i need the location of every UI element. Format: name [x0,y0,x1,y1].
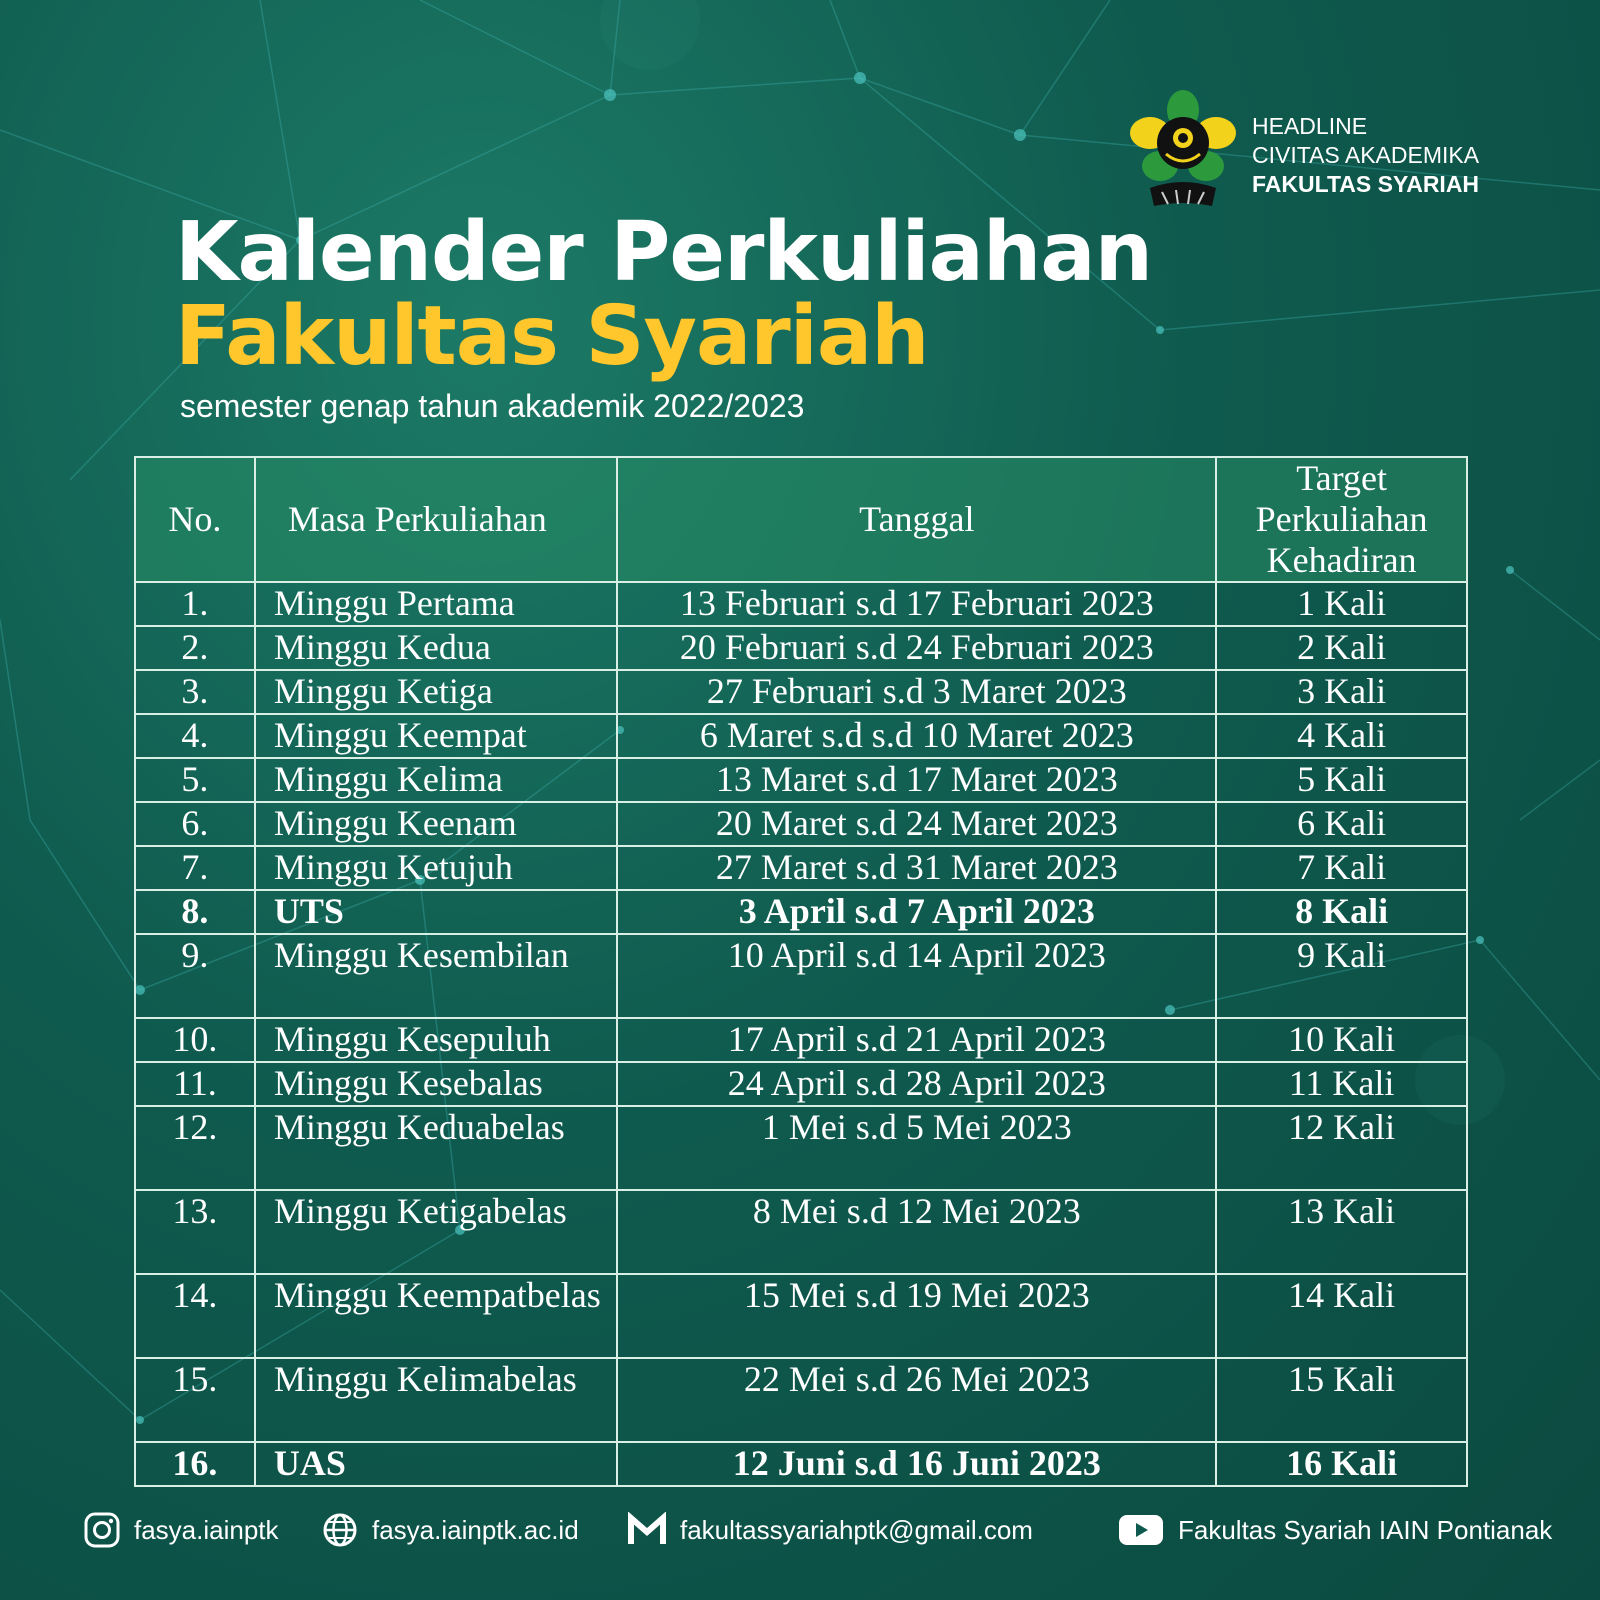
cell-tanggal: 24 April s.d 28 April 2023 [617,1062,1216,1106]
footer-instagram-text[interactable]: fasya.iainptk [134,1515,279,1545]
table-row [135,758,1467,802]
cell-target: 2 Kali [1216,626,1467,670]
table-row [135,1062,1467,1106]
table-row [135,846,1467,890]
cell-masa: Minggu Keempatbelas [255,1274,618,1358]
cell-masa: Minggu Keduabelas [255,1106,618,1190]
cell-tanggal: 17 April s.d 21 April 2023 [617,1018,1216,1062]
cell-tanggal: 15 Mei s.d 19 Mei 2023 [617,1274,1216,1358]
table-row [135,626,1467,670]
cell-target: 10 Kali [1216,1018,1467,1062]
cell-tanggal: 22 Mei s.d 26 Mei 2023 [617,1358,1216,1442]
cell-masa: Minggu Ketigabelas [255,1190,618,1274]
headline-line1: HEADLINE [1252,113,1368,139]
cell-masa: Minggu Kesebalas [255,1062,618,1106]
cell-target: 6 Kali [1216,802,1467,846]
instagram-icon [84,1512,120,1548]
cell-tanggal: 13 Maret s.d 17 Maret 2023 [617,758,1216,802]
cell-masa: Minggu Pertama [255,582,618,626]
header-no: No. [135,457,255,582]
iain-pontianak-logo [1128,88,1238,213]
gmail-icon [628,1512,666,1548]
headline-block [1128,88,1568,218]
table-row [135,582,1467,626]
cell-masa: Minggu Keenam [255,802,618,846]
cell-target: 13 Kali [1216,1190,1467,1274]
cell-no: 14. [135,1274,255,1358]
cell-tanggal: 13 Februari s.d 17 Februari 2023 [617,582,1216,626]
cell-target: 16 Kali [1216,1442,1467,1486]
cell-no: 6. [135,802,255,846]
cell-tanggal: 3 April s.d 7 April 2023 [617,890,1216,934]
table-row [135,1190,1467,1274]
cell-no: 13. [135,1190,255,1274]
cell-tanggal: 20 Maret s.d 24 Maret 2023 [617,802,1216,846]
header-target [1216,457,1467,582]
cell-no: 7. [135,846,255,890]
cell-tanggal: 8 Mei s.d 12 Mei 2023 [617,1190,1216,1274]
headline-line3: FAKULTAS SYARIAH [1252,171,1480,197]
calendar-table [134,456,1468,1487]
cell-target: 5 Kali [1216,758,1467,802]
footer-website-text[interactable]: fasya.iainptk.ac.id [372,1515,579,1545]
cell-masa: UAS [255,1442,618,1486]
cell-masa: Minggu Ketujuh [255,846,618,890]
table-row [135,890,1467,934]
table-row [135,714,1467,758]
cell-masa: Minggu Kelima [255,758,618,802]
cell-no: 4. [135,714,255,758]
cell-no: 5. [135,758,255,802]
table-row [135,934,1467,1018]
cell-target: 8 Kali [1216,890,1467,934]
header-masa: Masa Perkuliahan [255,457,618,582]
cell-no: 1. [135,582,255,626]
cell-no: 2. [135,626,255,670]
header-target-line1: Target [1296,458,1387,498]
cell-no: 15. [135,1358,255,1442]
globe-icon [322,1512,358,1548]
cell-tanggal: 6 Maret s.d s.d 10 Maret 2023 [617,714,1216,758]
cell-target: 1 Kali [1216,582,1467,626]
cell-target: 11 Kali [1216,1062,1467,1106]
cell-masa: Minggu Ketiga [255,670,618,714]
cell-tanggal: 1 Mei s.d 5 Mei 2023 [617,1106,1216,1190]
table-body [135,582,1467,1486]
cell-masa: Minggu Kelimabelas [255,1358,618,1442]
headline-line2: CIVITAS AKADEMIKA [1252,142,1480,168]
cell-masa: Minggu Kesembilan [255,934,618,1018]
cell-no: 3. [135,670,255,714]
cell-no: 10. [135,1018,255,1062]
cell-target: 7 Kali [1216,846,1467,890]
cell-no: 12. [135,1106,255,1190]
page-title-faculty: Fakultas Syariah [175,289,929,384]
cell-masa: Minggu Keempat [255,714,618,758]
cell-target: 12 Kali [1216,1106,1467,1190]
page-subtitle: semester genap tahun akademik 2022/2023 [180,388,805,424]
header-target-line3: Kehadiran [1266,540,1417,580]
cell-tanggal: 10 April s.d 14 April 2023 [617,934,1216,1018]
table-row [135,1442,1467,1486]
cell-target: 3 Kali [1216,670,1467,714]
table-row [135,802,1467,846]
cell-target: 9 Kali [1216,934,1467,1018]
cell-target: 4 Kali [1216,714,1467,758]
cell-target: 14 Kali [1216,1274,1467,1358]
cell-no: 11. [135,1062,255,1106]
table-row [135,1358,1467,1442]
cell-tanggal: 12 Juni s.d 16 Juni 2023 [617,1442,1216,1486]
cell-masa: Minggu Kedua [255,626,618,670]
table-row [135,1106,1467,1190]
cell-tanggal: 20 Februari s.d 24 Februari 2023 [617,626,1216,670]
footer-youtube-text[interactable]: Fakultas Syariah IAIN Pontianak [1178,1515,1553,1545]
cell-masa: UTS [255,890,618,934]
page-title: Kalender Perkuliahan [175,205,1152,300]
table-header-row [135,457,1467,582]
cell-no: 16. [135,1442,255,1486]
header-target-line2: Perkuliahan [1255,499,1428,539]
table-row [135,1018,1467,1062]
table-row [135,670,1467,714]
footer-email-text[interactable]: fakultassyariahptk@gmail.com [680,1515,1033,1545]
table-row [135,1274,1467,1358]
cell-tanggal: 27 Februari s.d 3 Maret 2023 [617,670,1216,714]
cell-target: 15 Kali [1216,1358,1467,1442]
cell-masa: Minggu Kesepuluh [255,1018,618,1062]
youtube-icon [1118,1512,1164,1548]
cell-no: 9. [135,934,255,1018]
header-tanggal: Tanggal [617,457,1216,582]
cell-no: 8. [135,890,255,934]
cell-tanggal: 27 Maret s.d 31 Maret 2023 [617,846,1216,890]
